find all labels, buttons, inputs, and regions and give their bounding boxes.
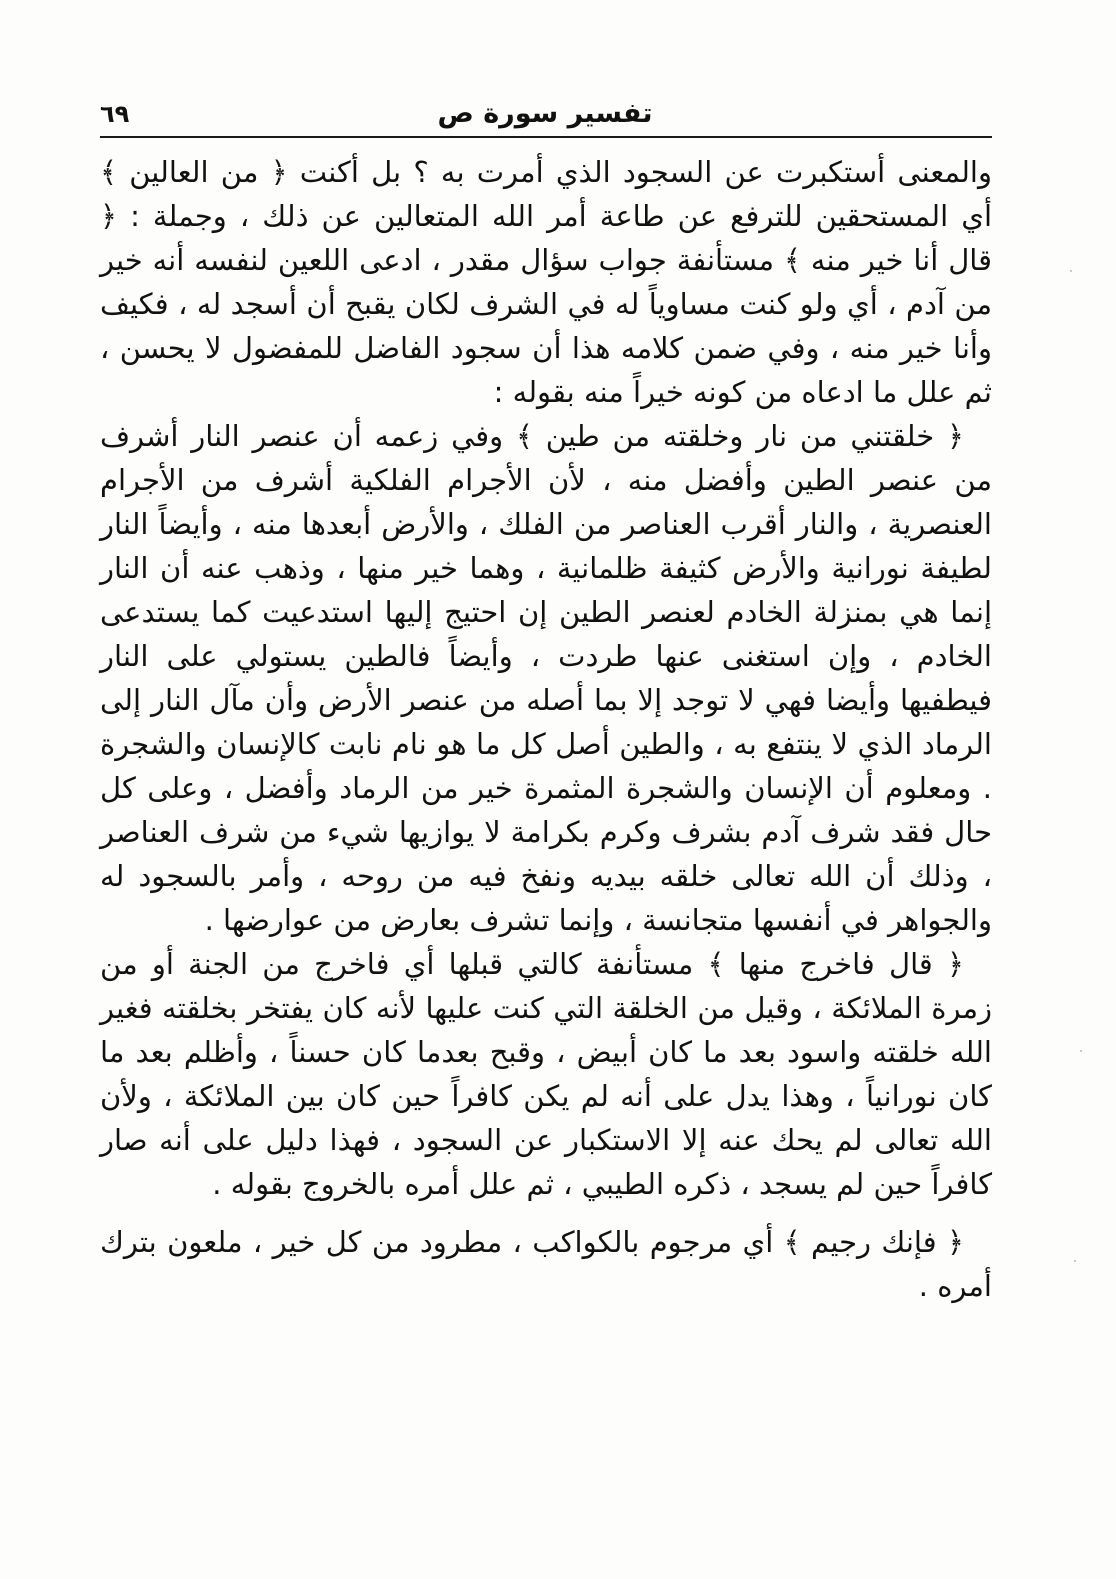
scan-speck bbox=[1080, 1050, 1082, 1052]
header-divider bbox=[100, 136, 992, 138]
scan-speck bbox=[1070, 270, 1072, 272]
paragraph-4: ﴿ فإنك رجيم ﴾ أي مرجوم بالكواكب ، مطرود من كل خير ، ملعون بترك أمره . bbox=[100, 1225, 992, 1303]
page-number: ٦٩ bbox=[100, 100, 130, 128]
running-title: تفسير سورة ص bbox=[437, 98, 653, 129]
paragraph-1: والمعنى أستكبرت عن السجود الذي أمرت به ؟ بل أكنت ﴿ من العالين ﴾ أي المستحقين للترفع عن طاعة أمر الله المتعالين عن ذلك ، وجملة : ﴿ قال أنا خير منه ﴾ مستأنفة جواب سؤال مقدر ، ادعى اللعين لنفسه أنه خير من آدم ، أي ولو كنت مساوياً له في الشرف لكان يقبح أن أسجد له ، فكيف وأنا خير منه ، وفي ضمن كلامه هذا أن سجود الفاضل للمفضول لا يحسن ، ثم علل ما ادعاه من كونه خيراً منه بقوله : bbox=[100, 155, 992, 409]
page-header bbox=[100, 96, 990, 136]
paragraph-2: ﴿ خلقتني من نار وخلقته من طين ﴾ وفي زعمه أن عنصر النار أشرف من عنصر الطين وأفضل منه ، لأن الأجرام الفلكية أشرف من الأجرام العنصرية ، والنار أقرب العناصر من الفلك ، والأرض أبعدها منه ، وأيضاً النار لطيفة نورانية والأرض كثيفة ظلمانية ، وهما خير منها ، وذهب عنه أن النار إنما هي بمنزلة الخادم لعنصر الطين إن احتيج إليها استدعيت كما يستدعى الخادم ، وإن استغنى عنها طردت ، وأيضاً فالطين يستولي على النار فيطفيها وأيضا فهي لا توجد إلا بما أصله من عنصر الأرض وأن مآل النار إلى الرماد الذي لا ينتفع به ، والطين أصل كل ما هو نام نابت كالإنسان والشجرة . ومعلوم أن الإنسان والشجرة المثمرة خير من الرماد وأفضل ، وعلى كل حال فقد شرف آدم بشرف وكرم بكرامة لا يوازيها شيء من شرف العناصر ، وذلك أن الله تعالى خلقه بيديه ونفخ فيه من روحه ، وأمر بالسجود له والجواهر في أنفسها متجانسة ، وإنما تشرف بعارض من عوارضها . bbox=[100, 419, 992, 937]
paragraph-3: ﴿ قال فاخرج منها ﴾ مستأنفة كالتي قبلها أي فاخرج من الجنة أو من زمرة الملائكة ، وقيل من الخلقة التي كنت عليها لأنه كان يفتخر بخلقته فغير الله خلقته واسود بعد ما كان أبيض ، وقبح بعدما كان حسناً ، وأظلم بعد ما كان نورانياً ، وهذا يدل على أنه لم يكن كافراً حين كان بين الملائكة ، ولأن الله تعالى لم يحك عنه إلا الاستكبار عن السجود ، فهذا دليل على أنه صار كافراً حين لم يسجد ، ذكره الطيبي ، ثم علل أمره بالخروج بقوله . bbox=[100, 947, 992, 1201]
body-text bbox=[100, 150, 992, 1308]
scan-speck bbox=[1074, 1260, 1076, 1262]
